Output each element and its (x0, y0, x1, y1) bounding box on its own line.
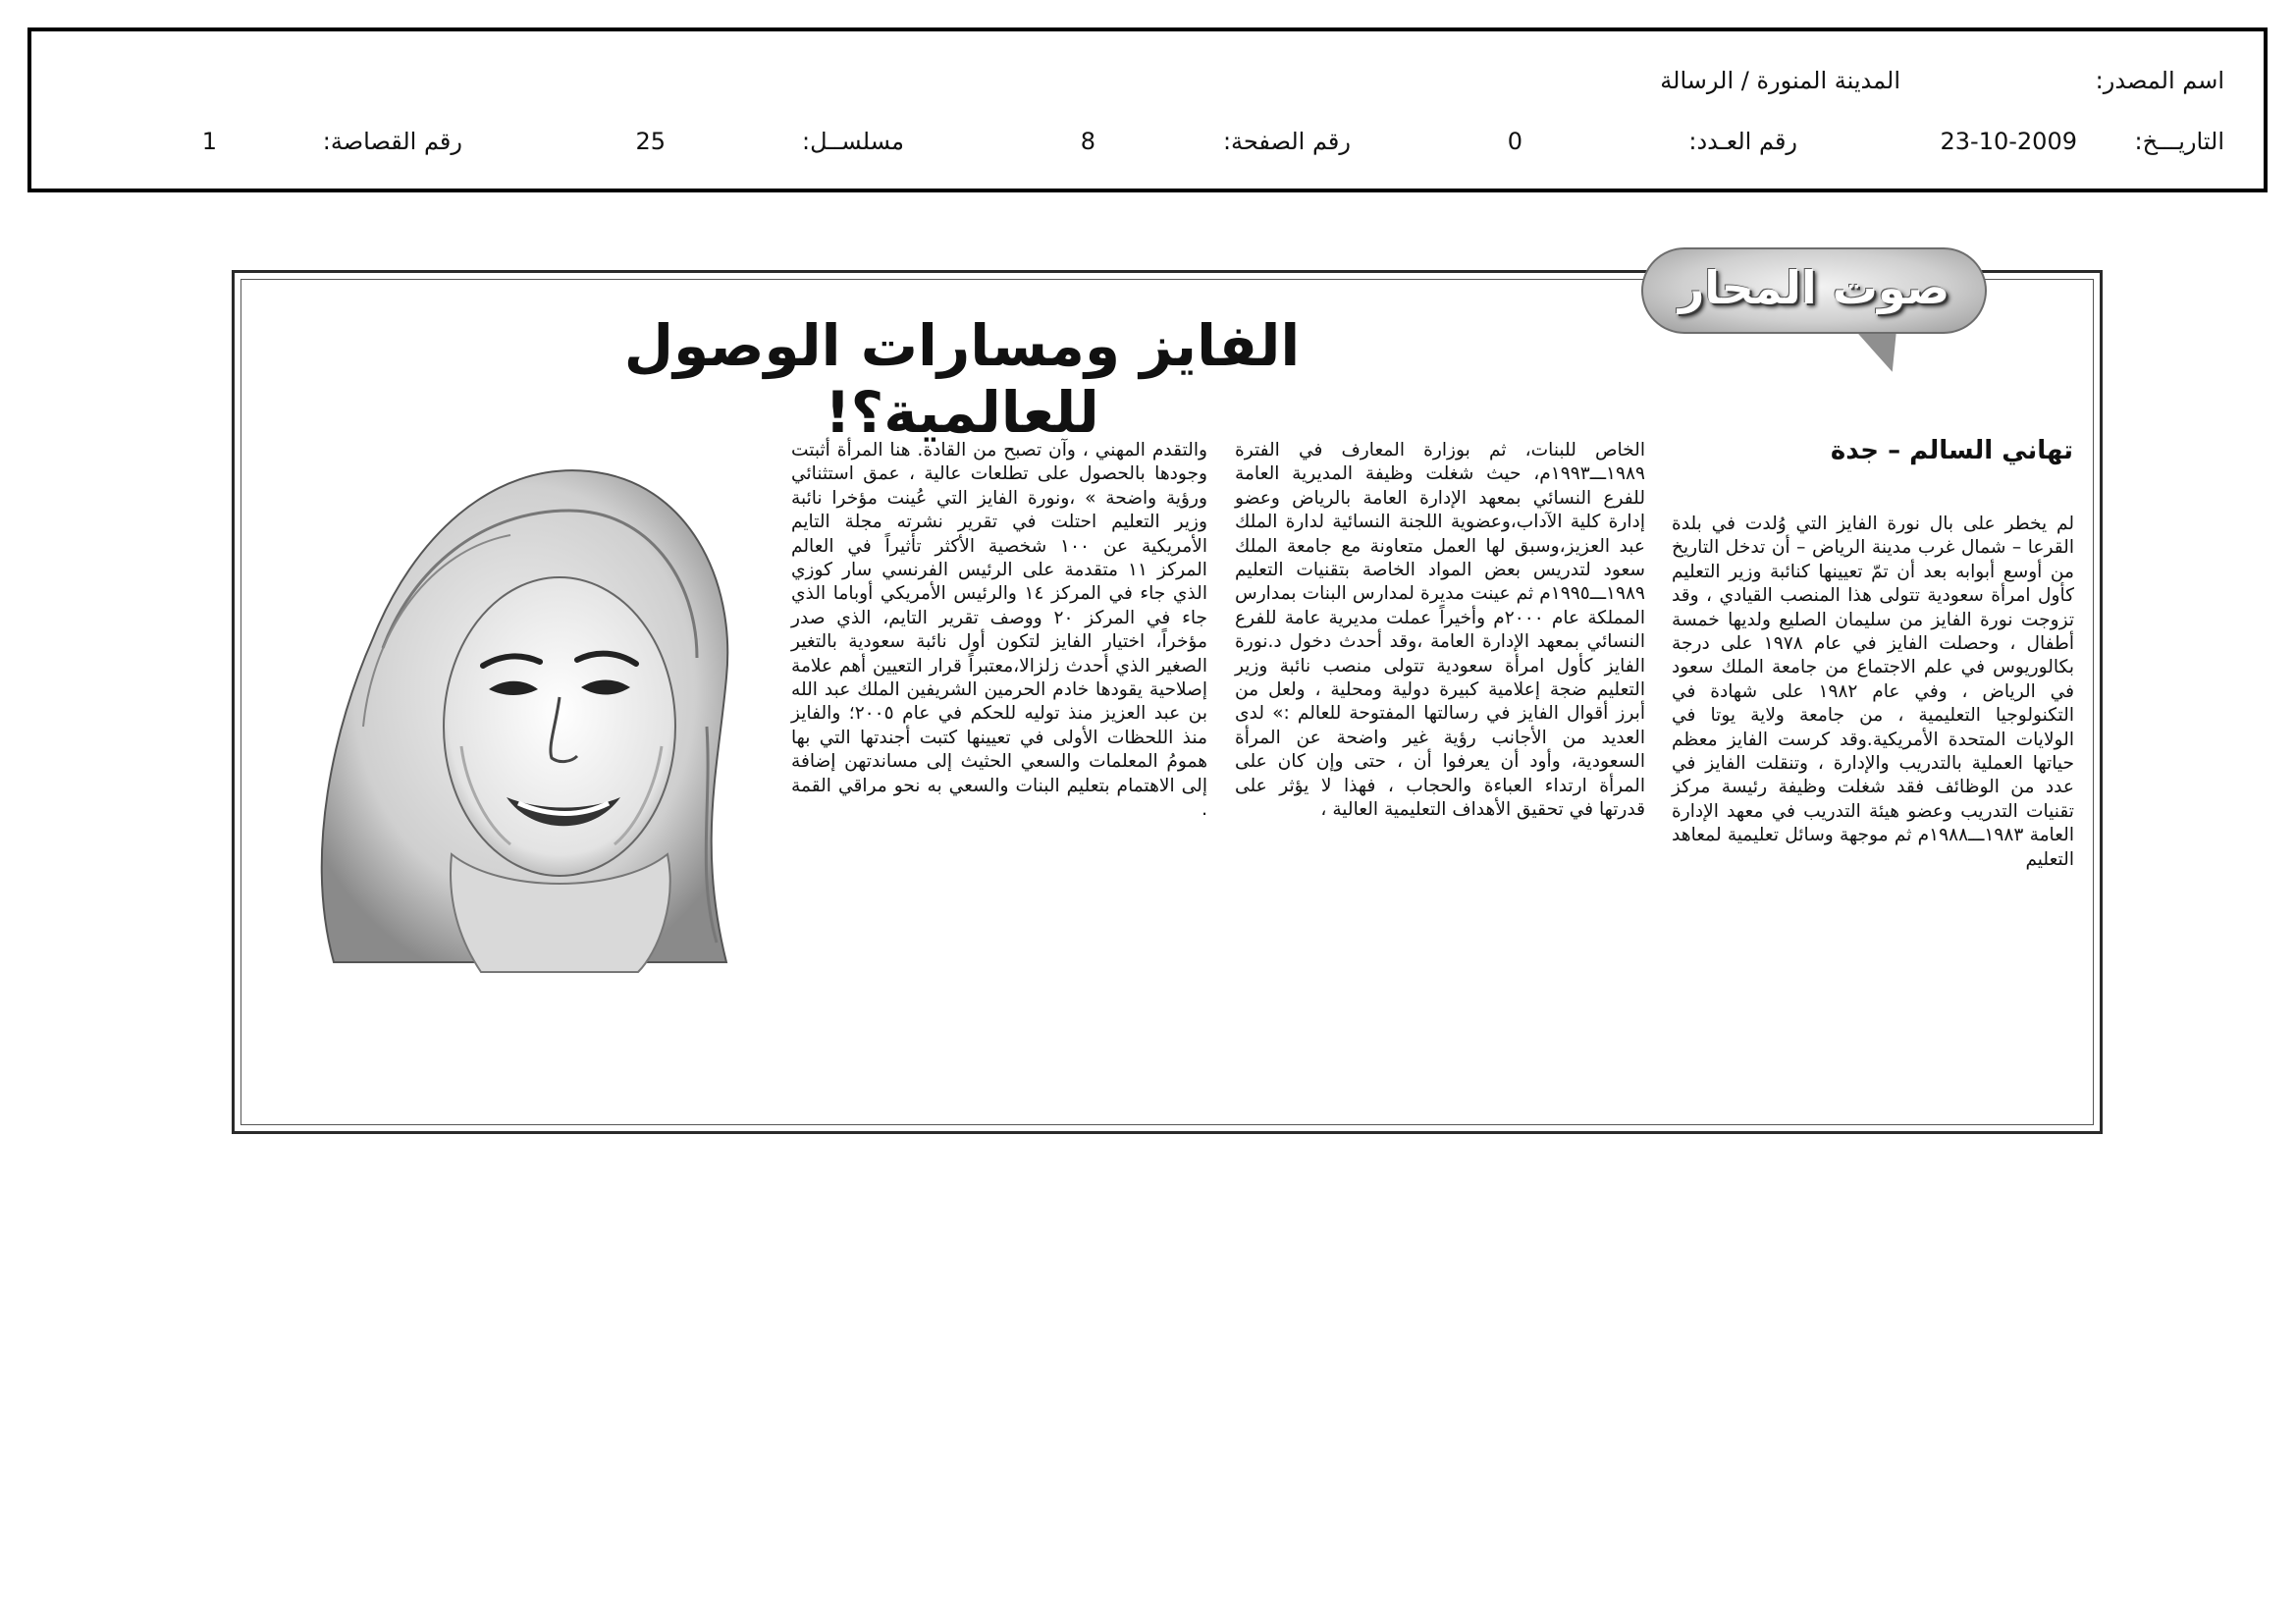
article-column-3: والتقدم المهني ، وآن تصبح من القادة. هنا المرأة أثبتت وجودها بالحصول على تطلعات عالية ، عمق استثنائي ورؤية واضحة » ،ونورة الفايز التي عُينت مؤخرا نائبة وزير التعليم احتلت في تقرير نشرته مجلة التايم الأمريكية عن ١٠٠ شخصية الأكثر تأثيراً في العالم المركز ١١ متقدمة على الرئيس الفرنسي سار كوزي الذي جاء في المركز ١٤ والرئيس الأمريكي أوباما الذي جاء في المركز ٢٠ ووصف تقرير التايم، الذي صدر مؤخراً، اختيار الفايز لتكون أول نائبة سعودية بالتغير الصغير الذي أحدث زلزالا،معتبراً قرار التعيين أهم علامة إصلاحية يقودها خادم الحرمين الشريفين الملك عبد الله بن عبد العزيز منذ توليه للحكم في عام ٢٠٠٥؛ والفايز منذ اللحظات الأولى في تعيينها كتبت أجندتها التي بها همومُ المعلمات والسعي الحثيث إلى مساندتهن إضافة إلى الاهتمام بتعليم البنات والسعي به نحو مراقي القمة . (791, 440, 1207, 821)
clipping-metadata-box (27, 27, 2268, 192)
article-byline: تهاني السالم – جدة (1830, 436, 2073, 465)
article-column-2: الخاص للبنات، ثم بوزارة المعارف في الفترة ١٩٨٩ـــ١٩٩٣م، حيث شغلت وظيفة المديرية العامة للفرع النسائي بمعهد الإدارة العامة بالرياض وعضو إدارة كلية الآداب،وعضوية اللجنة النسائية لدارة الملك عبد العزيز،وسبق لها العمل متعاونة مع جامعة الملك سعود لتدريس بعض المواد الخاصة بتقنيات التعليم ١٩٨٩ـــ١٩٩٥م ثم عينت مديرة لمدارس البنات بمدارس المملكة عام ٢٠٠٠م وأخيراً عملت مديرية عامة للفرع النسائي بمعهد الإدارة العامة ،وقد أحدث دخول د.نورة الفايز كأول امرأة سعودية تتولى منصب نائبة وزير التعليم ضجة إعلامية كبيرة دولية ومحلية ، ولعل من أبرز أقوال الفايز في رسالتها المفتوحة للعالم :» لدى العديد من الأجانب رؤية غير واضحة عن المرأة السعودية، وأود أن يعرفوا أن ، حتى وإن كان على المرأة ارتداء العباءة والحجاب ، فهذا لا يؤثر على قدرتها في تحقيق الأهداف التعليمية العالية ، (1235, 440, 1645, 821)
metadata-row-details (31, 122, 2264, 161)
page-label: رقم الصفحة: (1222, 128, 1351, 155)
issue-value: 0 (1507, 128, 1522, 155)
issue-label: رقم العـدد: (1688, 128, 1797, 155)
clip-number-value: 1 (201, 128, 217, 155)
article-headline: الفايز ومسارات الوصول للعالمية؟! (623, 312, 1301, 446)
serial-value: 25 (635, 128, 666, 155)
article-column-1: لم يخطر على بال نورة الفايز التي وُلدت في بلدة القرعا – شمال غرب مدينة الرياض – أن تدخل التاريخ من أوسع أبوابه بعد أن تمّ تعيينها كنائبة وزير التعليم كأول امرأة سعودية تتولى هذا المنصب القيادي ، وقد تزوجت نورة الفايز من سليمان الصليع ولديها خمسة أطفال ، وحصلت الفايز في عام ١٩٧٨ على درجة بكالوريوس في علم الاجتماع من جامعة الملك سعود في الرياض ، وفي عام ١٩٨٢ على شهادة في التكنولوجيا التعليمية ، من جامعة ولاية يوتا في الولايات المتحدة الأمريكية.وقد كرست الفايز معظم حياتها العملية بالتدريب والإدارة ، وتنقلت الفايز في عدد من الوظائف فقد شغلت وظيفة رئيسة مركز تقنيات التدريب وعضو هيئة التدريب في معهد الإدارة العامة ١٩٨٣ـــ١٩٨٨م ثم موجهة وسائل تعليمية لمعاهد التعليم (1672, 514, 2075, 870)
metadata-row-source (31, 61, 2264, 100)
source-value: المدينة المنورة / الرسالة (1660, 67, 1900, 94)
clip-number-label: رقم القصاصة: (322, 128, 462, 155)
source-label: اسم المصدر: (2095, 67, 2224, 94)
date-value: 23-10-2009 (1940, 128, 2077, 155)
section-speech-bubble (1641, 247, 1987, 340)
date-label: التاريـــخ: (2134, 128, 2224, 155)
page-value: 8 (1080, 128, 1095, 155)
serial-label: مسلســل: (802, 128, 904, 155)
portrait-sketch (265, 432, 775, 982)
section-name: صوت المحار (1678, 261, 1950, 314)
